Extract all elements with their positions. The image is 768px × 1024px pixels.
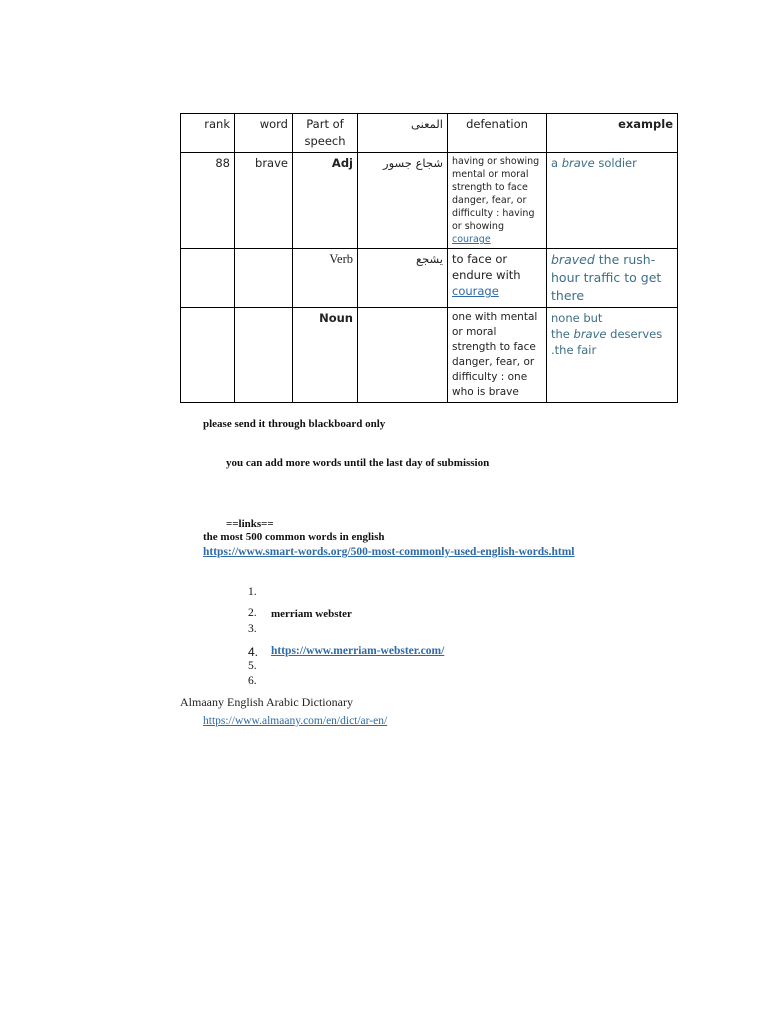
list-number-6: 6. xyxy=(248,675,257,687)
cell-word: brave xyxy=(235,153,293,249)
cell-meaning: شجاع جسور xyxy=(358,153,448,249)
common-words-label: the most 500 common words in english xyxy=(203,531,385,543)
example-italic: brave xyxy=(573,327,607,341)
links-heading: ==links== xyxy=(226,518,274,530)
table-row xyxy=(181,308,678,403)
merriam-link[interactable]: https://www.merriam-webster.com/ xyxy=(271,645,445,657)
example-line3: .the fair xyxy=(551,343,597,357)
header-rank: rank xyxy=(181,114,235,153)
definition-text: to face or endure with xyxy=(452,252,521,282)
header-meaning: المعنى xyxy=(358,114,448,153)
cell-meaning: يشجع xyxy=(358,249,448,308)
cell-word xyxy=(235,308,293,403)
merriam-label: merriam webster xyxy=(271,608,352,620)
cell-pos: Verb xyxy=(293,249,358,308)
common-words-link[interactable]: https://www.smart-words.org/500-most-commonly-used-english-words.html xyxy=(203,546,575,558)
courage-link[interactable]: courage xyxy=(452,234,491,245)
definition-text: having or showing mental or moral strength to face danger, fear, or difficulty : having or showing xyxy=(452,156,540,232)
almaany-link[interactable]: https://www.almaany.com/en/dict/ar-en/ xyxy=(203,715,388,727)
add-words-note: you can add more words until the last day of submission xyxy=(226,457,490,469)
cell-word xyxy=(235,249,293,308)
example-line1: none but xyxy=(551,311,603,325)
cell-definition xyxy=(448,249,547,308)
list-number-1: 1. xyxy=(248,586,257,598)
example-pre: the xyxy=(551,327,570,341)
cell-rank: 88 xyxy=(181,153,235,249)
example-post: the rush-hour traffic to get there xyxy=(551,252,662,303)
header-definition: defenation xyxy=(448,114,547,153)
cell-pos: Noun xyxy=(293,308,358,403)
example-line2 xyxy=(551,326,673,342)
almaany-label: Almaany English Arabic Dictionary xyxy=(180,695,353,709)
header-example: example xyxy=(547,114,678,153)
example-italic: braved xyxy=(551,252,595,267)
cell-pos: Adj xyxy=(293,153,358,249)
courage-link[interactable]: courage xyxy=(452,284,499,298)
header-part-of-speech: Part of speech xyxy=(293,114,358,153)
header-word: word xyxy=(235,114,293,153)
blackboard-note: please send it through blackboard only xyxy=(203,418,386,430)
table-row xyxy=(181,249,678,308)
list-number-3: 3. xyxy=(248,623,257,635)
cell-example xyxy=(547,153,678,249)
example-post: soldier xyxy=(598,156,637,170)
example-italic: brave xyxy=(561,156,595,170)
cell-example xyxy=(547,249,678,308)
cell-rank xyxy=(181,249,235,308)
table-row xyxy=(181,153,678,249)
list-number-4: 4. xyxy=(248,645,259,659)
example-pre: a xyxy=(551,156,559,170)
vocabulary-table xyxy=(180,113,678,403)
cell-meaning xyxy=(358,308,448,403)
list-number-5: 5. xyxy=(248,660,257,672)
list-number-2: 2. xyxy=(248,607,257,619)
cell-definition xyxy=(448,153,547,249)
cell-example xyxy=(547,308,678,403)
cell-definition: one with mental or moral strength to face danger, fear, or difficulty : one who is brave xyxy=(448,308,547,403)
cell-rank xyxy=(181,308,235,403)
example-post: deserves xyxy=(610,327,663,341)
table-header-row xyxy=(181,114,678,153)
